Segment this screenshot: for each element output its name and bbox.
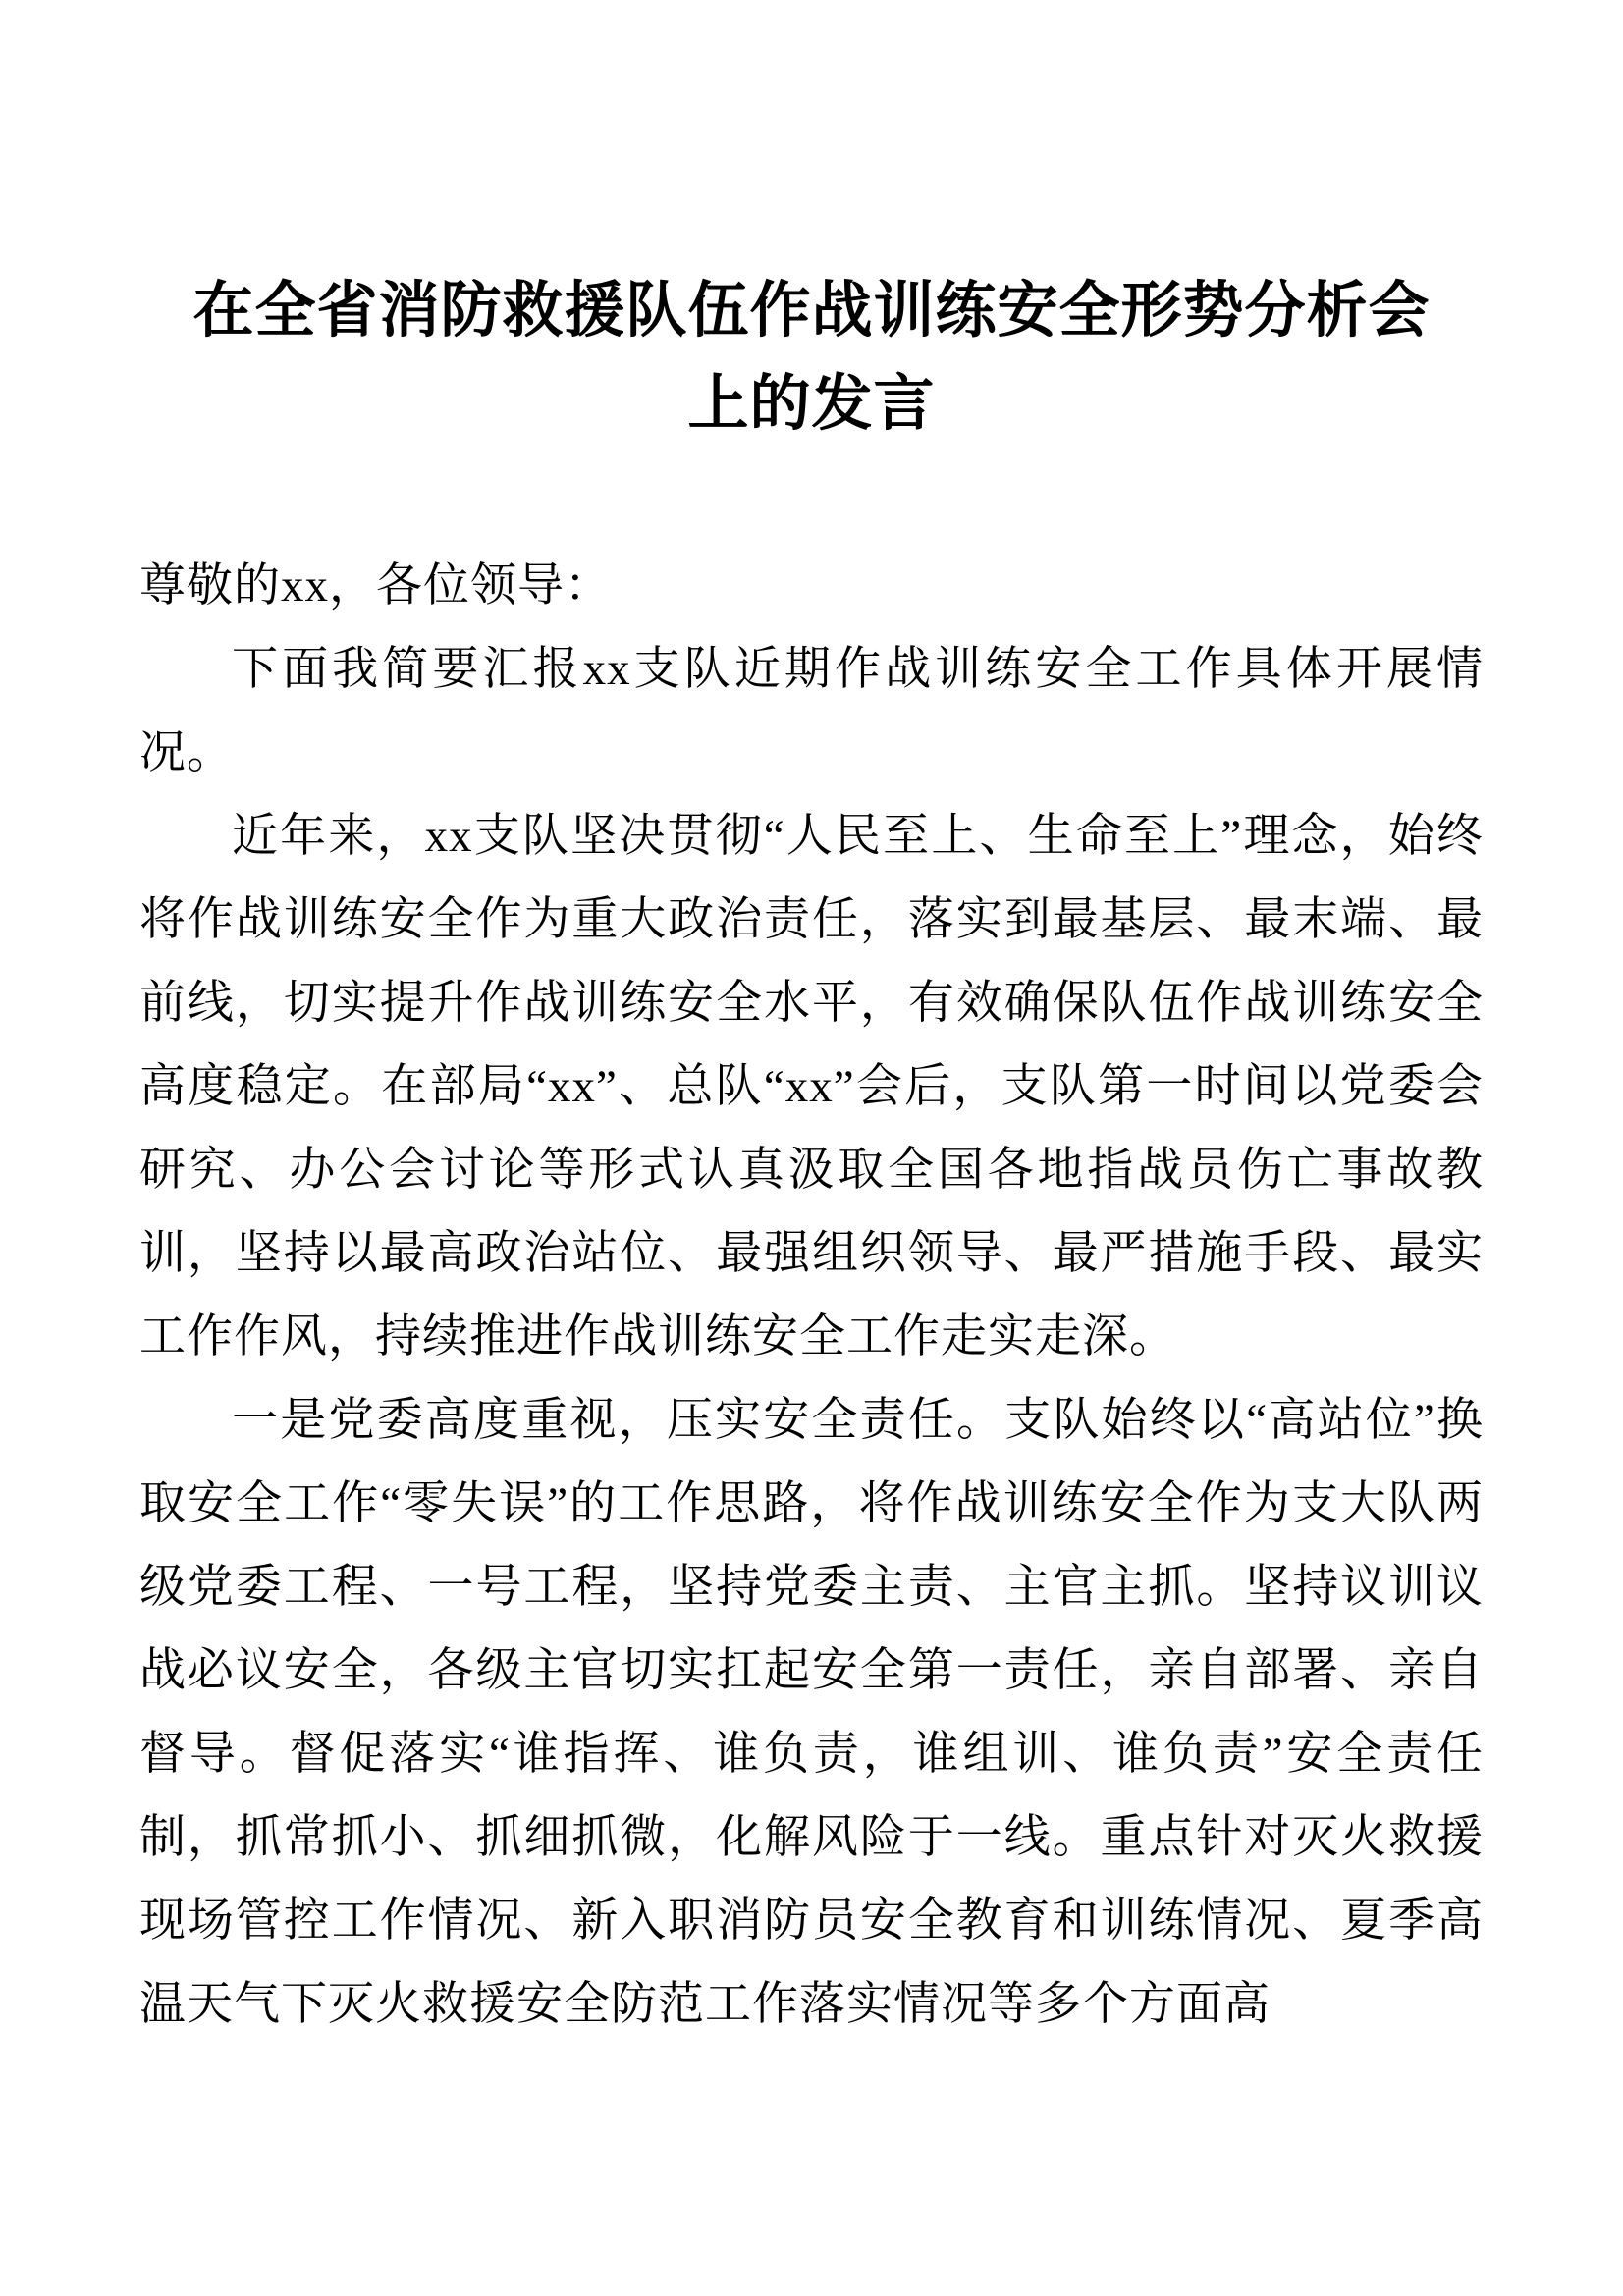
document-title-line-2: 上的发言 xyxy=(687,371,936,438)
paragraph: 近年来，xx支队坚决贯彻“人民至上、生命至上”理念，始终将作战训练安全作为重大政治责任，落实到最基层、最末端、最前线，切实提升作战训练安全水平，有效确保队伍作战训练安全高度稳定。在部局“xx”、总队“xx”会后，支队第一时间以党委会研究、办公会讨论等形式认真汲取全国各地指战员伤亡事故教训，坚持以最高政治站位、最强组织领导、最严措施手段、最实工作作风，持续推进作战训练安全工作走实走深。 xyxy=(139,811,1484,1362)
document-title xyxy=(139,265,1484,452)
paragraph: 下面我简要汇报xx支队近期作战训练安全工作具体开展情况。 xyxy=(139,644,1484,778)
document-body xyxy=(139,545,1484,2047)
paragraph: 一是党委高度重视，压实安全责任。支队始终以“高站位”换取安全工作“零失误”的工作思路，将作战训练安全作为支大队两级党委工程、一号工程，坚持党委主责、主官主抓。坚持议训议战必议安全，各级主官切实扛起安全第一责任，亲自部署、亲自督导。督促落实“谁指挥、谁负责，谁组训、谁负责”安全责任制，抓常抓小、抓细抓微，化解风险于一线。重点针对灭火救援现场管控工作情况、新入职消防员安全教育和训练情况、夏季高温天气下灭火救援安全防范工作落实情况等多个方面高 xyxy=(139,1395,1484,2030)
paragraph: 尊敬的xx，各位领导： xyxy=(139,561,612,612)
document-title-line-1: 在全省消防救援队伍作战训练安全形势分析会 xyxy=(192,278,1431,345)
